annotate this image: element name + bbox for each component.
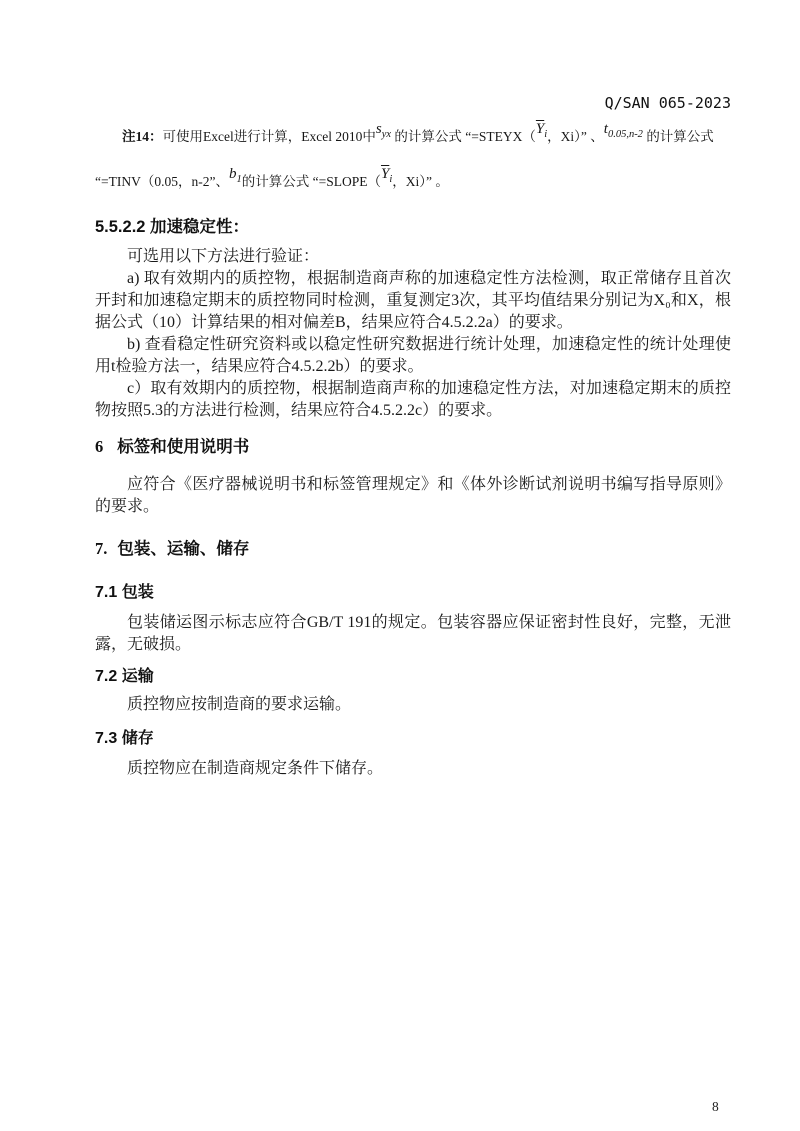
item-b-paragraph: b) 查看稳定性研究资料或以稳定性研究数据进行统计处理，加速稳定性的统计处理使用t检验方法一，结果应符合4.5.2.2b）的要求。 (95, 336, 731, 375)
note-text-6: ，Xi）” 。 (392, 174, 449, 189)
intro-paragraph: 可选用以下方法进行验证： (127, 248, 320, 265)
doc-number-header: Q/SAN 065-2023 (604, 94, 731, 112)
section-5-5-2-2-body (95, 246, 731, 422)
heading-6-number: 6 (95, 437, 104, 456)
note-14 (95, 114, 731, 204)
note-text-5: 的计算公式 “=SLOPE（ (241, 174, 381, 189)
note-text-1: 可使用Excel进行计算，Excel 2010中 (162, 129, 376, 144)
heading-7-2: 7.2 运输 (95, 668, 154, 685)
note-text-2: 的计算公式 “=STEYX（ (394, 129, 536, 144)
section-7-3-paragraph: 质控物应在制造商规定条件下储存。 (127, 760, 384, 777)
note-label: 注14： (122, 129, 163, 144)
item-a-paragraph: a) 取有效期内的质控物，根据制造商声称的加速稳定性方法检测，取正常储存且首次开封和加速稳定期末的质控物同时检测，重复测定3次，其平均值结果分别记为X₀和X，根据公式（10）计算结果的相对偏差B，结果应符合4.5.2.2a）的要求。 (95, 270, 731, 331)
section-6-paragraph: 应符合《医疗器械说明书和标签管理规定》和《体外诊断试剂说明书编写指导原则》的要求。 (95, 476, 731, 515)
formula-y-bar-i: $\overline{Y}_i$ (535, 121, 548, 140)
section-7-2-paragraph: 质控物应按制造商的要求运输。 (127, 696, 352, 713)
heading-7 (95, 538, 731, 560)
note-text-4: 的计算公式 “=TINV（0.05，n-2”、 (95, 129, 714, 189)
section-7-1-paragraph: 包装储运图示标志应符合GB/T 191的规定。包装容器应保证密封性良好，完整，无泄露，无破损。 (95, 614, 731, 653)
heading-6 (95, 436, 731, 458)
heading-6-title: 标签和使用说明书 (117, 438, 250, 456)
heading-5-5-2-2: 5.5.2.2 加速稳定性： (95, 218, 250, 236)
page-number: 8 (712, 1099, 719, 1114)
formula-s-yx: $s_{yx}$ (375, 121, 392, 140)
item-c-paragraph: c）取有效期内的质控物，根据制造商声称的加速稳定性方法，对加速稳定期末的质控物按照5.3的方法进行检测，结果应符合4.5.2.2c）的要求。 (95, 380, 731, 419)
heading-7-number: 7. (95, 539, 108, 558)
page-content (95, 0, 731, 780)
heading-7-3: 7.3 储存 (95, 730, 154, 747)
formula-t-005-n2: $t_{0.05,n-2}$ (603, 121, 643, 140)
formula-b1: $b_1$ (228, 166, 242, 185)
heading-7-1: 7.1 包装 (95, 584, 154, 601)
note-text-3: ，Xi）” 、 (547, 129, 604, 144)
formula-y-bar-i-2: $\overline{Y}_i$ (380, 166, 393, 185)
heading-7-title: 包装、运输、储存 (117, 540, 250, 558)
